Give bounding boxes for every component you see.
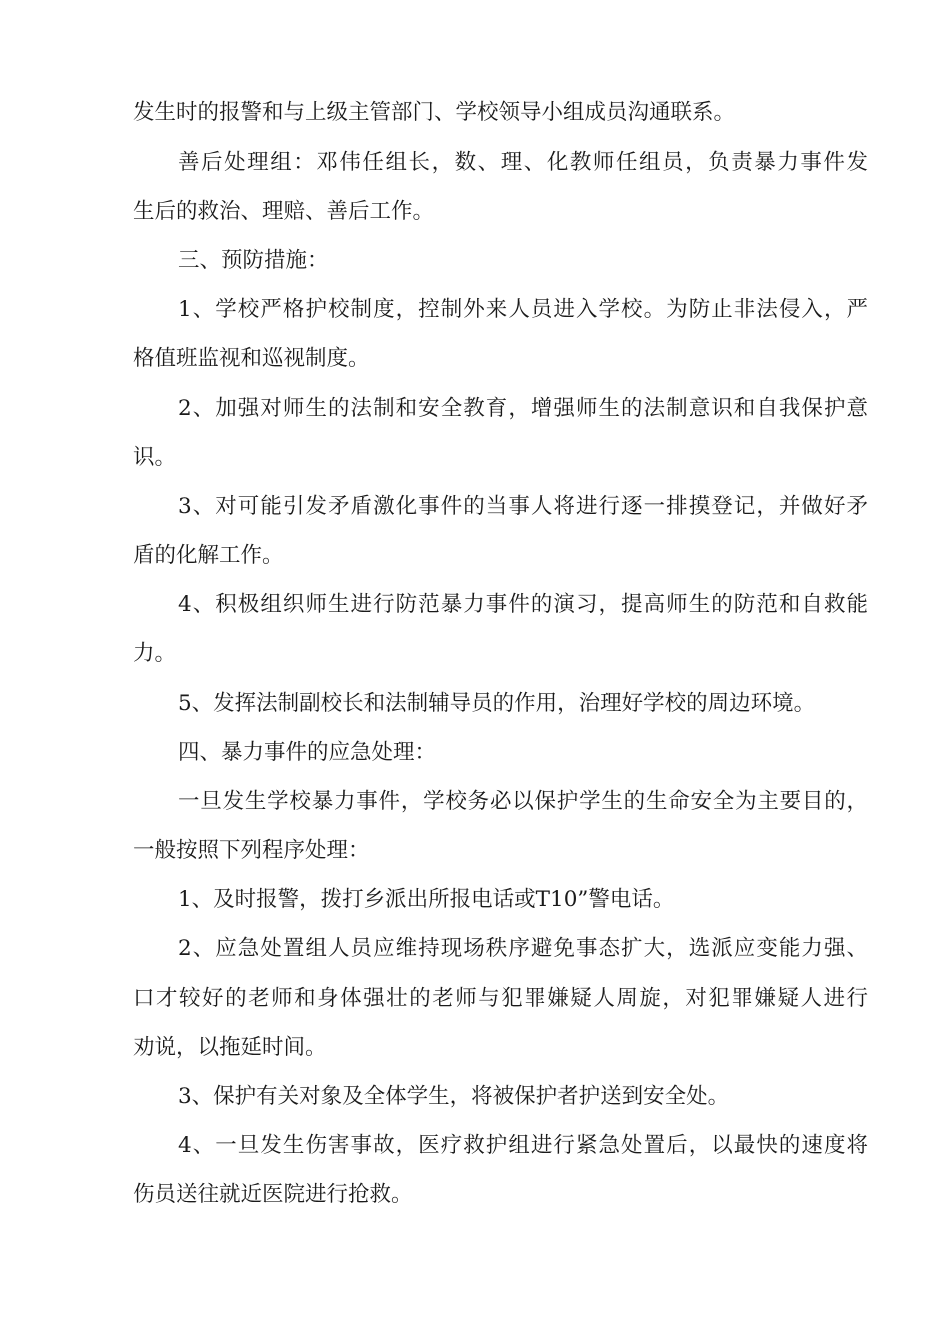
paragraph-line: 4、一旦发生伤害事故，医疗救护组进行紧急处置后，以最快的速度将 (178, 1133, 868, 1158)
paragraph-line: 1、及时报警，拨打乡派出所报电话或T10”警电话。 (178, 887, 675, 912)
paragraph-line: 力。 (133, 641, 177, 666)
paragraph-line: 1、学校严格护校制度，控制外来人员进入学校。为防止非法侵入，严 (178, 297, 868, 322)
paragraph-line: 2、应急处置组人员应维持现场秩序避免事态扩大，选派应变能力强、 (178, 936, 868, 961)
paragraph-line: 发生时的报警和与上级主管部门、学校领导小组成员沟通联系。 (133, 100, 736, 125)
paragraph-line: 善后处理组：邓伟任组长，数、理、化教师任组员，负责暴力事件发 (178, 150, 868, 175)
paragraph-line: 格值班监视和巡视制度。 (133, 346, 370, 371)
paragraph-line: 生后的救治、理赔、善后工作。 (133, 199, 435, 224)
paragraph-line: 口才较好的老师和身体强壮的老师与犯罪嫌疑人周旋，对犯罪嫌疑人进行 (133, 986, 868, 1011)
paragraph-line: 3、保护有关对象及全体学生，将被保护者护送到安全处。 (178, 1084, 730, 1109)
paragraph-line: 一般按照下列程序处理： (133, 838, 370, 863)
paragraph-line: 2、加强对师生的法制和安全教育，增强师生的法制意识和自我保护意 (178, 396, 868, 421)
paragraph-line: 一旦发生学校暴力事件，学校务必以保护学生的生命安全为主要目的， (178, 789, 868, 814)
paragraph-line: 5、发挥法制副校长和法制辅导员的作用，治理好学校的周边环境。 (178, 691, 816, 716)
paragraph-line: 伤员送往就近医院进行抢救。 (133, 1182, 413, 1207)
paragraph-line: 3、对可能引发矛盾激化事件的当事人将进行逐一排摸登记，并做好矛 (178, 494, 868, 519)
section-heading: 四、暴力事件的应急处理： (178, 740, 437, 765)
paragraph-line: 4、积极组织师生进行防范暴力事件的演习，提高师生的防范和自救能 (178, 592, 868, 617)
paragraph-line: 劝说，以拖延时间。 (133, 1035, 327, 1060)
section-heading: 三、预防措施： (178, 248, 329, 273)
paragraph-line: 识。 (133, 445, 177, 470)
paragraph-line: 盾的化解工作。 (133, 543, 284, 568)
